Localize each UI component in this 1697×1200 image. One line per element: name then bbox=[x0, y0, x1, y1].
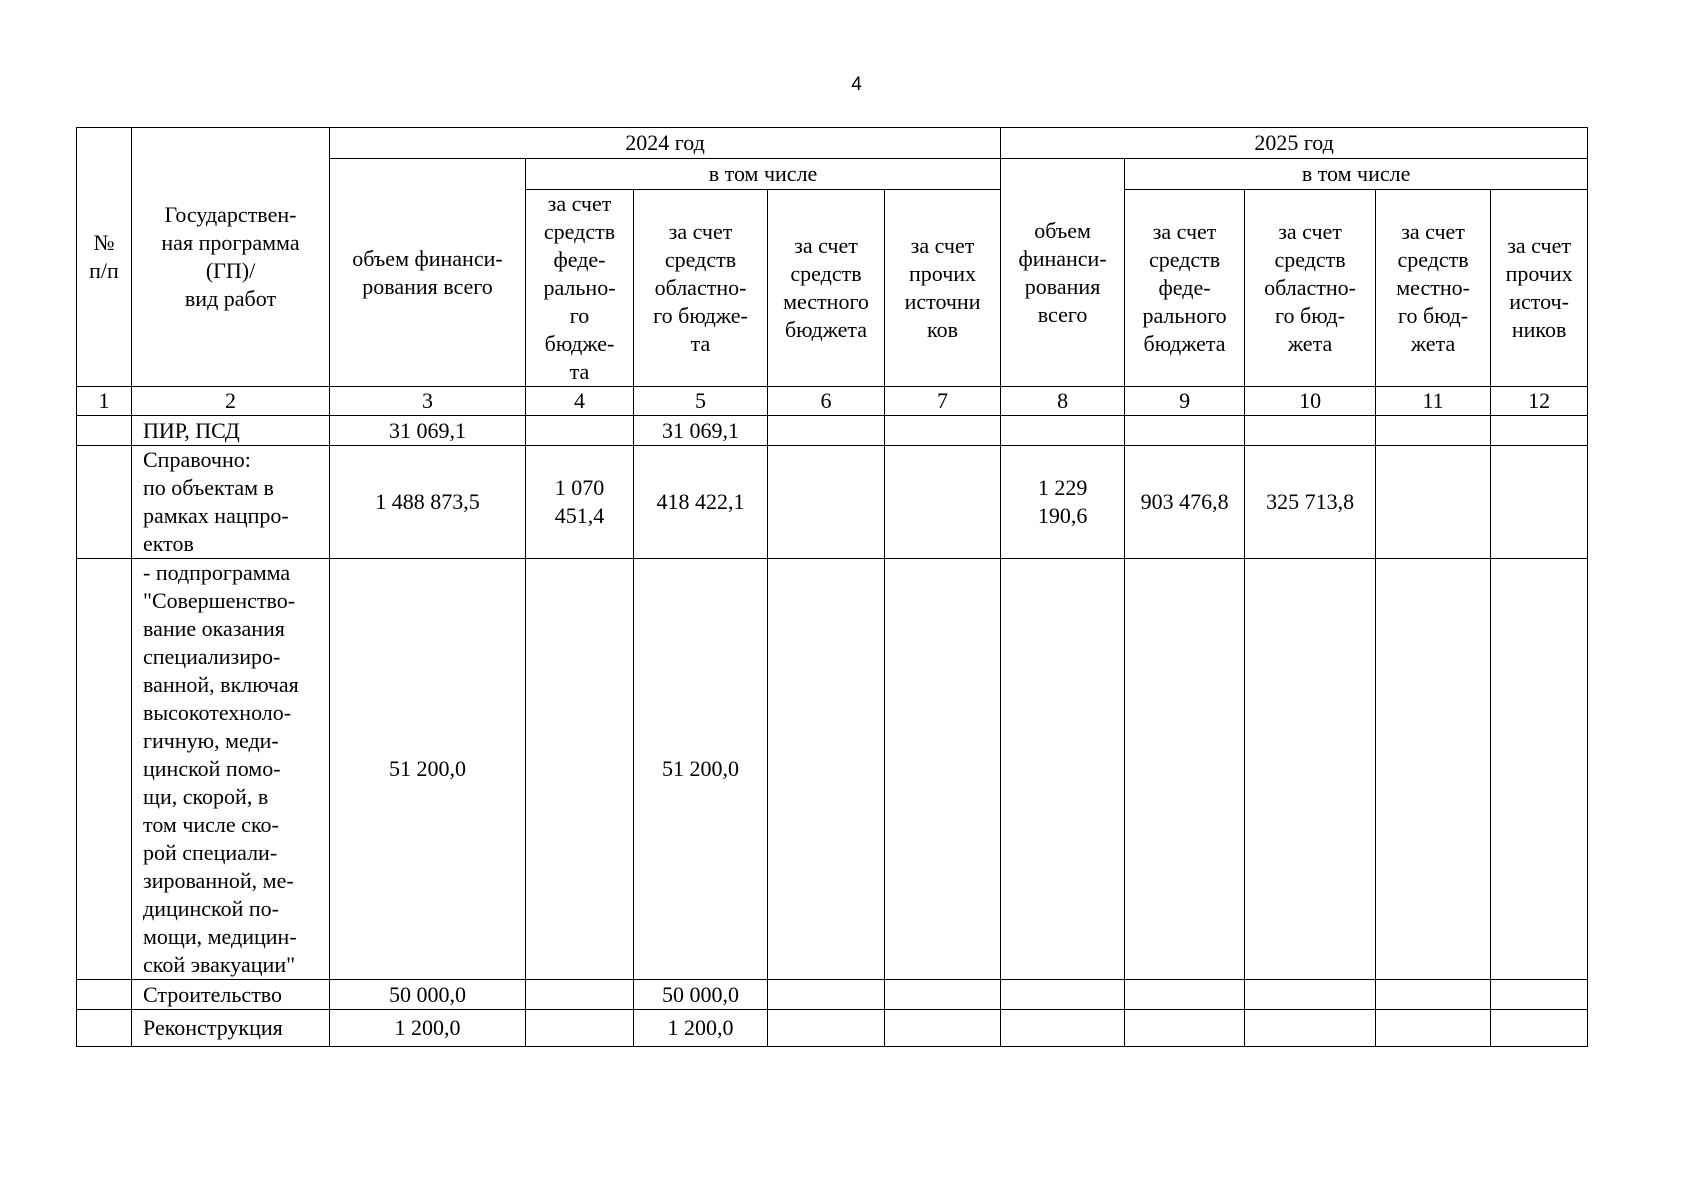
header-2025-local: за счет средств местно- го бюд- жета bbox=[1376, 190, 1491, 387]
table-row bbox=[77, 980, 1588, 1010]
cell-2024-total: 50 000,0 bbox=[330, 980, 526, 1010]
cell-2024-local bbox=[768, 446, 885, 559]
cell-2025-federal bbox=[1125, 559, 1245, 980]
cell-2025-total bbox=[1001, 416, 1125, 446]
cell-2025-other bbox=[1491, 980, 1588, 1010]
header-2024-other: за счет прочих источни ков bbox=[885, 190, 1001, 387]
cell-2024-regional: 418 422,1 bbox=[634, 446, 768, 559]
row-number bbox=[77, 559, 132, 980]
column-number: 10 bbox=[1245, 387, 1376, 416]
header-row-years bbox=[77, 128, 1588, 159]
cell-2025-total bbox=[1001, 559, 1125, 980]
cell-2024-total: 31 069,1 bbox=[330, 416, 526, 446]
cell-2025-other bbox=[1491, 559, 1588, 980]
cell-2024-local bbox=[768, 1010, 885, 1047]
column-number-row bbox=[77, 387, 1588, 416]
row-number bbox=[77, 1010, 132, 1047]
column-number: 9 bbox=[1125, 387, 1245, 416]
cell-2024-local bbox=[768, 980, 885, 1010]
header-col-program: Государствен- ная программа (ГП)/ вид работ bbox=[132, 128, 330, 387]
page-number: 4 bbox=[851, 74, 862, 95]
cell-2025-local bbox=[1376, 559, 1491, 980]
column-number: 1 bbox=[77, 387, 132, 416]
cell-2025-federal bbox=[1125, 1010, 1245, 1047]
cell-2024-total: 51 200,0 bbox=[330, 559, 526, 980]
cell-2025-federal bbox=[1125, 416, 1245, 446]
cell-2024-total: 1 200,0 bbox=[330, 1010, 526, 1047]
cell-2024-other bbox=[885, 980, 1001, 1010]
header-col-number: № п/п bbox=[77, 128, 132, 387]
cell-2025-regional bbox=[1245, 416, 1376, 446]
cell-2025-regional bbox=[1245, 980, 1376, 1010]
row-number bbox=[77, 416, 132, 446]
header-2024-including: в том числе bbox=[526, 159, 1001, 190]
row-name: ПИР, ПСД bbox=[132, 416, 330, 446]
cell-2025-local bbox=[1376, 446, 1491, 559]
header-2025-federal: за счет средств феде- рального бюджета bbox=[1125, 190, 1245, 387]
header-2025-other: за счет прочих источ- ников bbox=[1491, 190, 1588, 387]
row-name: Реконструкция bbox=[132, 1010, 330, 1047]
cell-2024-other bbox=[885, 1010, 1001, 1047]
cell-2025-local bbox=[1376, 1010, 1491, 1047]
column-number: 2 bbox=[132, 387, 330, 416]
cell-2025-federal: 903 476,8 bbox=[1125, 446, 1245, 559]
column-number: 12 bbox=[1491, 387, 1588, 416]
row-number bbox=[77, 980, 132, 1010]
header-year-2024: 2024 год bbox=[330, 128, 1001, 159]
cell-2024-federal: 1 070 451,4 bbox=[526, 446, 634, 559]
cell-2024-other bbox=[885, 559, 1001, 980]
financing-table bbox=[76, 127, 1588, 1047]
header-2024-local: за счет средств местного бюджета bbox=[768, 190, 885, 387]
cell-2025-other bbox=[1491, 416, 1588, 446]
cell-2025-total bbox=[1001, 980, 1125, 1010]
cell-2024-local bbox=[768, 559, 885, 980]
cell-2024-federal bbox=[526, 980, 634, 1010]
header-2025-including: в том числе bbox=[1125, 159, 1588, 190]
cell-2025-regional: 325 713,8 bbox=[1245, 446, 1376, 559]
cell-2024-federal bbox=[526, 559, 634, 980]
column-number: 8 bbox=[1001, 387, 1125, 416]
header-2024-federal: за счет средств феде- рально- го бюдже- та bbox=[526, 190, 634, 387]
table-row bbox=[77, 1010, 1588, 1047]
cell-2025-regional bbox=[1245, 559, 1376, 980]
cell-2025-total bbox=[1001, 1010, 1125, 1047]
column-number: 5 bbox=[634, 387, 768, 416]
table-row bbox=[77, 446, 1588, 559]
column-number: 11 bbox=[1376, 387, 1491, 416]
row-name: Справочно: по объектам в рамках нацпро- ектов bbox=[132, 446, 330, 559]
row-name: Строительство bbox=[132, 980, 330, 1010]
cell-2024-other bbox=[885, 416, 1001, 446]
cell-2025-other bbox=[1491, 1010, 1588, 1047]
cell-2025-other bbox=[1491, 446, 1588, 559]
header-2024-regional: за счет средств областно- го бюдже- та bbox=[634, 190, 768, 387]
column-number: 7 bbox=[885, 387, 1001, 416]
column-number: 3 bbox=[330, 387, 526, 416]
cell-2025-local bbox=[1376, 980, 1491, 1010]
header-2024-total: объем финанси- рования всего bbox=[330, 159, 526, 387]
cell-2024-federal bbox=[526, 416, 634, 446]
table-row bbox=[77, 559, 1588, 980]
column-number: 6 bbox=[768, 387, 885, 416]
cell-2025-federal bbox=[1125, 980, 1245, 1010]
cell-2024-regional: 31 069,1 bbox=[634, 416, 768, 446]
row-number bbox=[77, 446, 132, 559]
cell-2024-other bbox=[885, 446, 1001, 559]
header-2025-regional: за счет средств областно- го бюд- жета bbox=[1245, 190, 1376, 387]
cell-2025-regional bbox=[1245, 1010, 1376, 1047]
row-name: - подпрограмма "Совершенство- вание оказания специализиро- ванной, включая высокотехноло- гичную, меди- цинской помо- щи, скорой, в том числе ско- рой специали- зированной, ме- дицинской по- мощи, медицин- ской эвакуации" bbox=[132, 559, 330, 980]
cell-2024-regional: 1 200,0 bbox=[634, 1010, 768, 1047]
cell-2025-local bbox=[1376, 416, 1491, 446]
column-number: 4 bbox=[526, 387, 634, 416]
cell-2024-local bbox=[768, 416, 885, 446]
table-row bbox=[77, 416, 1588, 446]
cell-2024-regional: 51 200,0 bbox=[634, 559, 768, 980]
cell-2024-regional: 50 000,0 bbox=[634, 980, 768, 1010]
header-2025-total: объем финанси- рования всего bbox=[1001, 159, 1125, 387]
cell-2024-total: 1 488 873,5 bbox=[330, 446, 526, 559]
header-year-2025: 2025 год bbox=[1001, 128, 1588, 159]
cell-2025-total: 1 229 190,6 bbox=[1001, 446, 1125, 559]
cell-2024-federal bbox=[526, 1010, 634, 1047]
